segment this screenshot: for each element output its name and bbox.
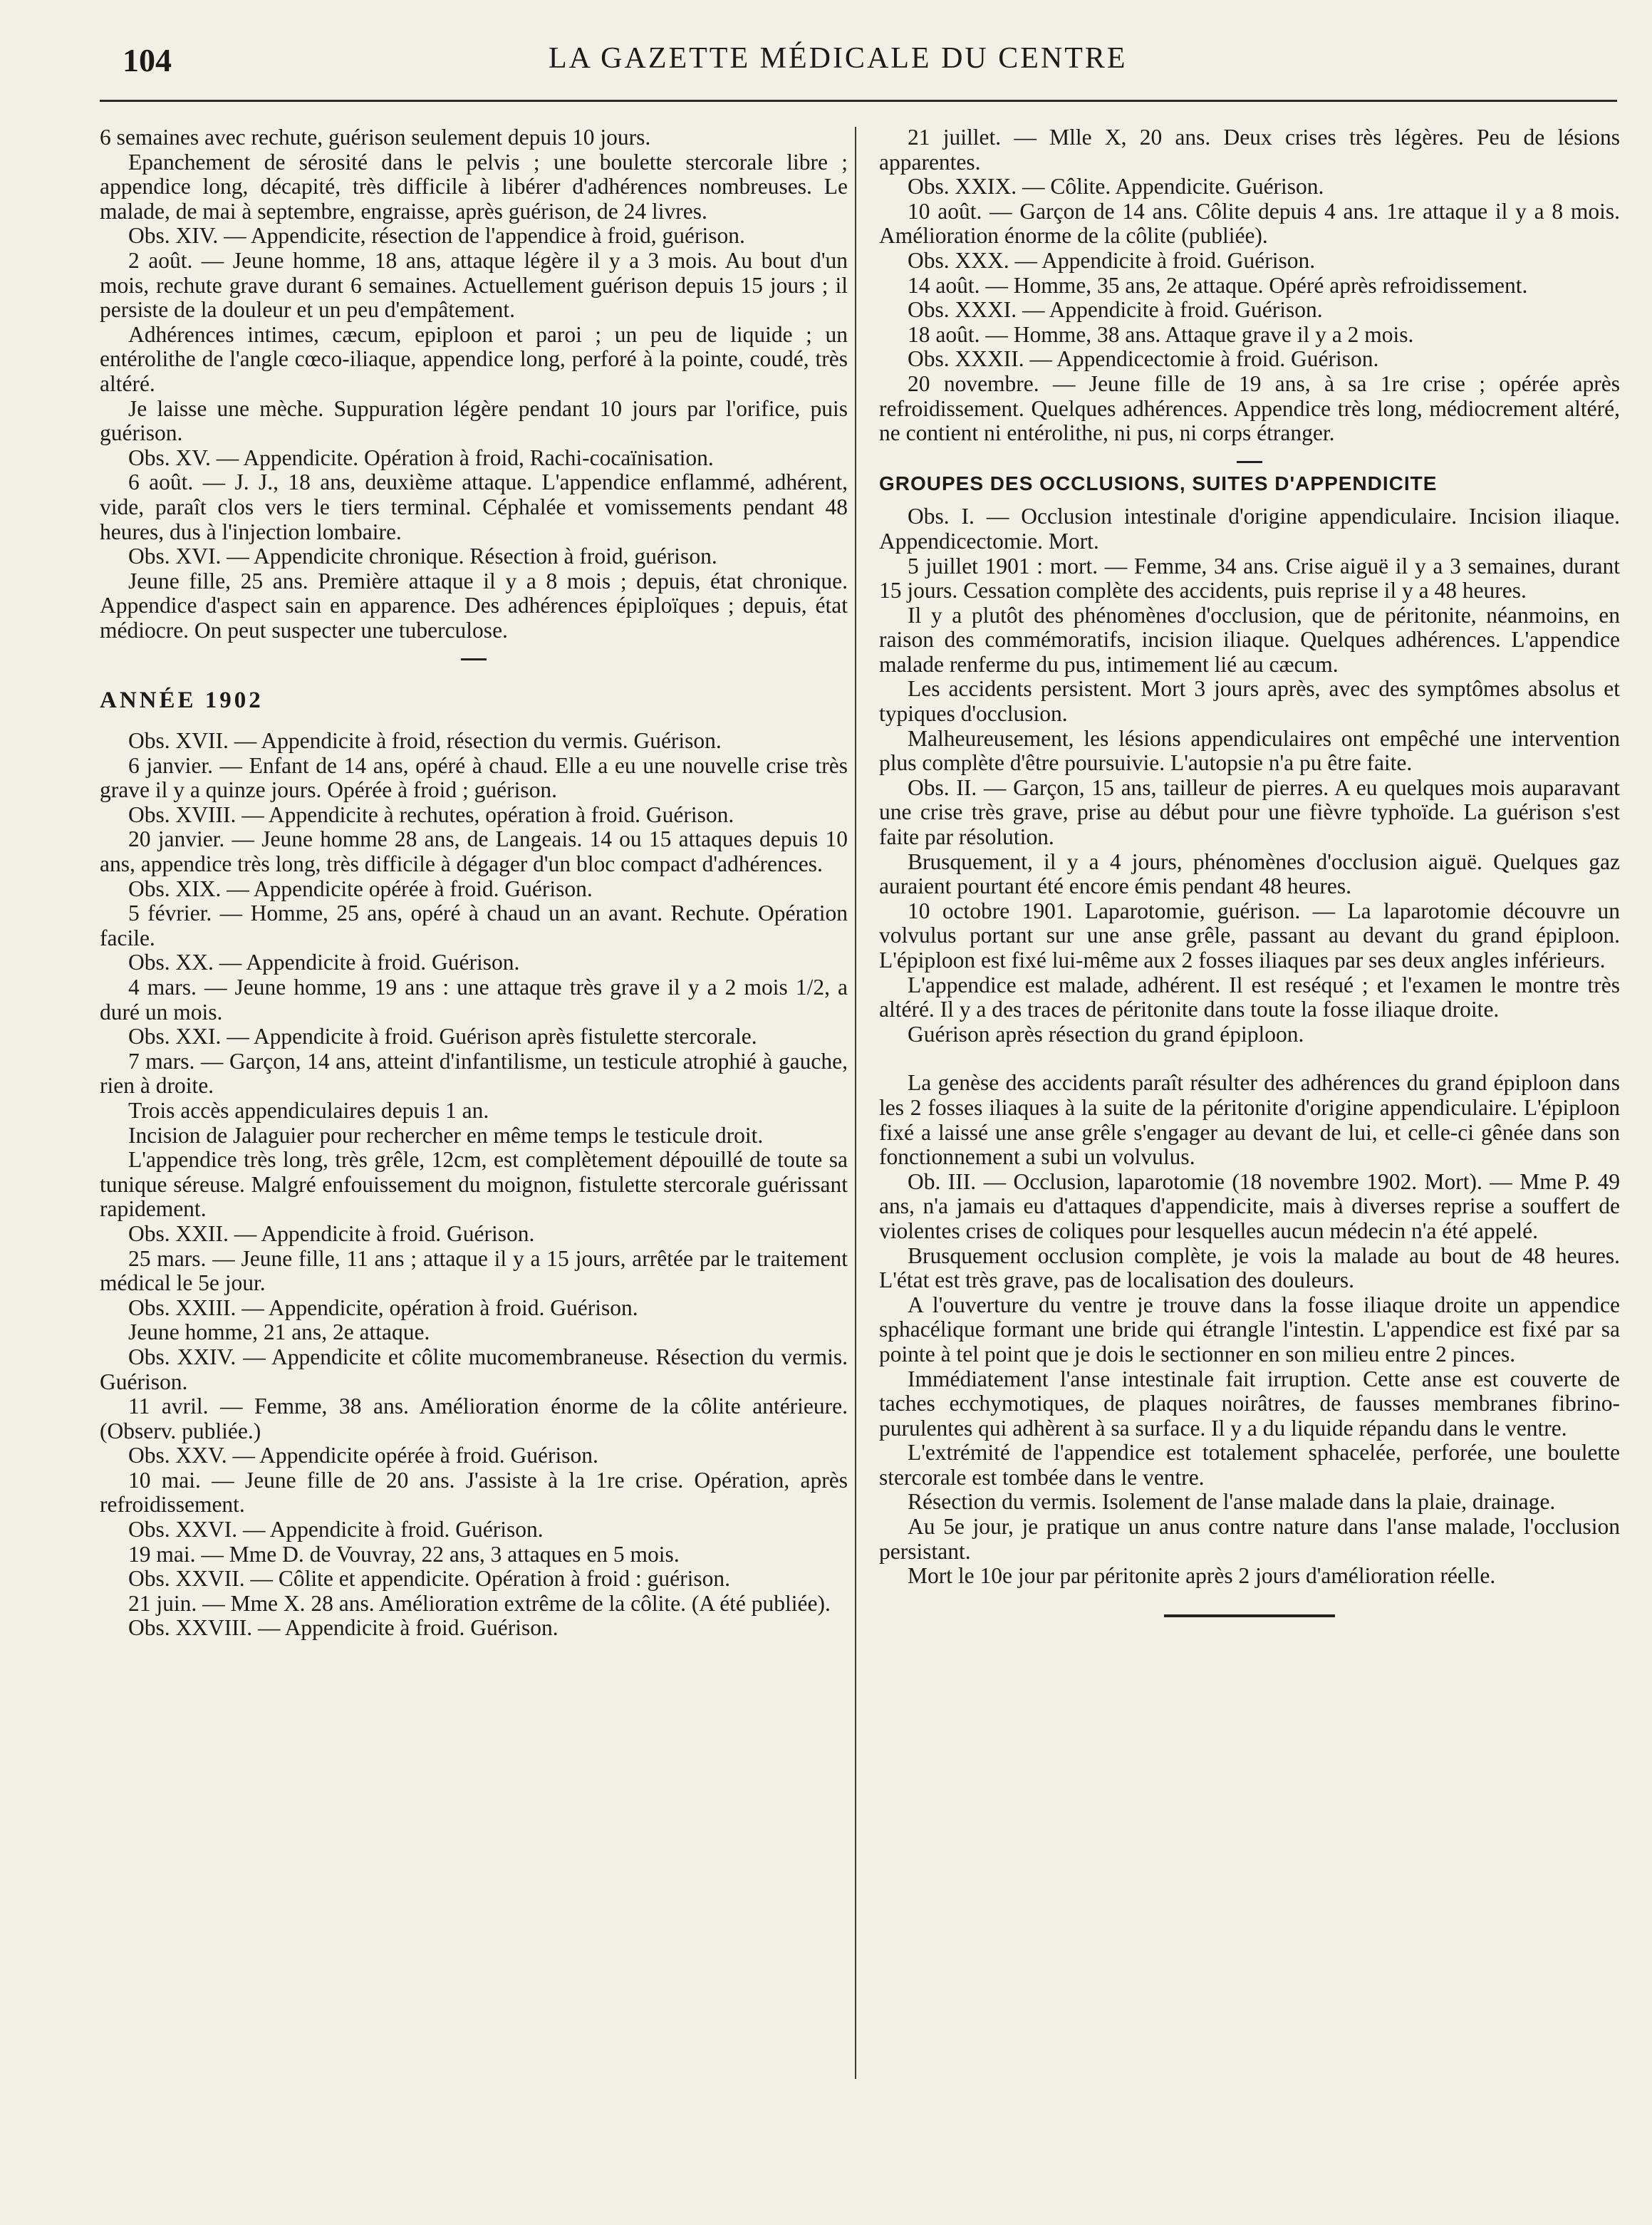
paragraph: Incision de Jalaguier pour rechercher en même temps le testicule droit. (128, 1122, 764, 1148)
spacer (879, 1047, 1620, 1071)
case-entry: 6 janvier. — Enfant de 14 ans, opéré à chaud. Elle a eu une nouvelle crise très grave il y a quinze jours. Opérée à froid ; guérison. (100, 752, 848, 803)
paragraph: Mort le 10e jour par péritonite après 2 jours d'amélioration réelle. (908, 1563, 1496, 1589)
case-entry: 14 août. — Homme, 35 ans, 2e attaque. Opéré après refroidissement. (908, 272, 1528, 298)
paragraph: Guérison après résection du grand épiploon. (908, 1021, 1304, 1047)
year-heading: ANNÉE 1902 (100, 688, 264, 714)
column-divider (855, 127, 856, 2079)
obs-heading: Obs. XXIV. — Appendicite et côlite mucomembraneuse. Résection du vermis. Guérison. (100, 1344, 848, 1394)
paragraph: Malheureusement, les lésions appendiculaires ont empêché une intervention plus complète d'être poursuivie. L'autopsie n'a pu être faite. (879, 725, 1620, 776)
obs-heading: Obs. XVIII. — Appendicite à rechutes, opération à froid. Guérison. (128, 802, 734, 827)
paragraph: L'extrémité de l'appendice est totalement sphacelée, perforée, une boulette stercorale est tombée dans le ventre. (879, 1440, 1620, 1490)
obs-heading: Obs. XVI. — Appendicite chronique. Résection à froid, guérison. (128, 544, 717, 569)
obs-heading: Ob. III. — Occlusion, laparotomie (18 novembre 1902. Mort). — Mme P. 49 ans, n'a jamais eu d'attaques d'appendicite, mais à diverses reprise a souffert de violentes crises de coliques pour lesquelles aucun médecin n'a été appelé. (879, 1168, 1620, 1243)
obs-heading: Obs. XIX. — Appendicite opérée à froid. Guérison. (128, 876, 593, 901)
paragraph: Brusquement, il y a 4 jours, phénomènes d'occlusion aiguë. Quelques gaz auraient pourtant été encore émis pendant 48 heures. (879, 849, 1620, 899)
paragraph: Il y a plutôt des phénomènes d'occlusion, que de péritonite, néanmoins, en raison des commémoratifs, incision iliaque. Quelques adhérences. L'appendice malade renferme du pus, intimement lié au cæcum. (879, 602, 1620, 677)
header-rule (100, 100, 1617, 102)
obs-heading: Obs. XV. — Appendicite. Opération à froid, Rachi-cocaïnisation. (128, 445, 714, 470)
paragraph: L'appendice très long, très grêle, 12cm, est complètement dépouillé de toute sa tunique séreuse. Malgré enfouissement du moignon, fistulette stercorale guérissant rapidement. (100, 1147, 848, 1222)
case-entry: 5 juillet 1901 : mort. — Femme, 34 ans. Crise aiguë il y a 3 semaines, durant 15 jours. Cessation complète des accidents, puis reprise il y a 48 heures. (879, 553, 1620, 603)
case-entry: 10 mai. — Jeune fille de 20 ans. J'assiste à la 1re crise. Opération, après refroidissement. (100, 1467, 848, 1518)
obs-heading: Obs. XXIX. — Côlite. Appendicite. Guérison. (908, 174, 1324, 199)
paragraph: Résection du vermis. Isolement de l'anse malade dans la plaie, drainage. (908, 1489, 1556, 1515)
obs-heading: Obs. XXVIII. — Appendicite à froid. Guérison. (128, 1615, 559, 1641)
case-entry: 20 novembre. — Jeune fille de 19 ans, à sa 1re crise ; opérée après refroidissement. Quelques adhérences. Appendice très long, médiocrement altéré, ne contient ni entérolithe, ni pus, ni corps étranger. (879, 370, 1620, 446)
right-column (879, 125, 1620, 1617)
paragraph: L'appendice est malade, adhérent. Il est reséqué ; et l'examen le montre très altéré. Il y a des traces de péritonite dans toute la fosse iliaque droite. (879, 972, 1620, 1022)
obs-heading: Obs. XXII. — Appendicite à froid. Guérison. (128, 1220, 535, 1246)
case-entry: 10 août. — Garçon de 14 ans. Côlite depuis 4 ans. 1re attaque il y a 8 mois. Amélioration énorme de la côlite (publiée). (879, 198, 1620, 249)
paragraph: Brusquement occlusion complète, je vois la malade au bout de 48 heures. L'état est très grave, pas de localisation des douleurs. (879, 1243, 1620, 1293)
obs-heading: Obs. XXXI. — Appendicite à froid. Guérison. (908, 297, 1323, 323)
obs-heading: Obs. XXVI. — Appendicite à froid. Guérison. (128, 1517, 544, 1542)
case-entry: Jeune fille, 25 ans. Première attaque il y a 8 mois ; depuis, état chronique. Appendice d'aspect sain en apparence. Des adhérences épiploïques ; depuis, état médiocre. On peut suspecter une tuberculose. (100, 568, 848, 643)
paragraph: Epanchement de sérosité dans le pelvis ; une boulette stercorale libre ; appendice long, décapité, très difficile à libérer d'adhérences nombreuses. Le malade, de mai à septembre, engraisse, après guérison, de 24 livres. (100, 149, 848, 224)
paragraph: Au 5e jour, je pratique un anus contre nature dans l'anse malade, l'occlusion persistant. (879, 1514, 1620, 1564)
case-entry: 4 mars. — Jeune homme, 19 ans : une attaque très grave il y a 2 mois 1/2, a duré un mois. (100, 975, 848, 1025)
paragraph: Immédiatement l'anse intestinale fait irruption. Cette anse est couverte de taches ecchymotiques, de plaques noirâtres, de fausses membranes fibrino-purulentes qui adhèrent à sa surface. Il y a du liquide répandu dans le ventre. (879, 1366, 1620, 1441)
case-entry: 18 août. — Homme, 38 ans. Attaque grave il y a 2 mois. (908, 321, 1414, 347)
page-number: 104 (123, 42, 172, 78)
obs-heading: Obs. II. — Garçon, 15 ans, tailleur de pierres. A eu quelques mois auparavant une crise très grave, prise au début pour une fièvre typhoïde. La guérison s'est faite par résolution. (879, 774, 1620, 850)
case-entry: 19 mai. — Mme D. de Vouvray, 22 ans, 3 attaques en 5 mois. (128, 1541, 680, 1567)
paragraph: Je laisse une mèche. Suppuration légère pendant 10 jours par l'orifice, puis guérison. (100, 395, 848, 446)
left-column (100, 125, 848, 1641)
obs-heading: Obs. XXI. — Appendicite à froid. Guérison après fistulette stercorale. (128, 1024, 757, 1049)
obs-heading: Obs. I. — Occlusion intestinale d'origine appendiculaire. Incision iliaque. Appendicectomie. Mort. (879, 504, 1620, 554)
case-entry: 25 mars. — Jeune fille, 11 ans ; attaque il y a 15 jours, arrêtée par le traitement médical le 5e jour. (100, 1245, 848, 1296)
obs-heading: Obs. XIV. — Appendicite, résection de l'appendice à froid, guérison. (128, 223, 745, 249)
obs-heading: Obs. XXXII. — Appendicectomie à froid. Guérison. (908, 346, 1379, 372)
journal-title: LA GAZETTE MÉDICALE DU CENTRE (549, 42, 1128, 75)
obs-heading: Obs. XXV. — Appendicite opérée à froid. Guérison. (128, 1443, 598, 1468)
end-rule (1164, 1614, 1335, 1617)
paragraph: A l'ouverture du ventre je trouve dans la fosse iliaque droite un appendice sphacélique formant une bride qui étrangle l'intestin. L'appendice est fixé par sa pointe à tel point que je dois le sectionner en son milieu entre 2 pinces. (879, 1292, 1620, 1366)
obs-heading: Obs. XXIII. — Appendicite, opération à froid. Guérison. (128, 1295, 638, 1320)
section-dash (879, 453, 1620, 467)
case-entry: 2 août. — Jeune homme, 18 ans, attaque légère il y a 3 mois. Au bout d'un mois, rechute grave durant 6 semaines. Actuellement guérison depuis 15 jours ; il persiste de la douleur et un peu d'empâtement. (100, 247, 848, 323)
case-entry: 21 juillet. — Mlle X, 20 ans. Deux crises très légères. Peu de lésions apparentes. (879, 125, 1620, 175)
paragraph: Les accidents persistent. Mort 3 jours après, avec des symptômes absolus et typiques d'occlusion. (879, 676, 1620, 727)
obs-heading: Obs. XXVII. — Côlite et appendicite. Opération à froid : guérison. (128, 1566, 731, 1592)
case-entry: 20 janvier. — Jeune homme 28 ans, de Langeais. 14 ou 15 attaques depuis 10 ans, appendice très long, très difficile à dégager d'un bloc compact d'adhérences. (100, 826, 848, 877)
case-entry: Jeune homme, 21 ans, 2e attaque. (128, 1319, 430, 1345)
paragraph: 6 semaines avec rechute, guérison seulement depuis 10 jours. (100, 125, 651, 150)
case-entry: 5 février. — Homme, 25 ans, opéré à chaud un an avant. Rechute. Opération facile. (100, 901, 848, 950)
case-entry: 6 août. — J. J., 18 ans, deuxième attaque. L'appendice enflammé, adhérent, vide, paraît clos vers le tiers terminal. Céphalée et vomissements pendant 48 heures, dus à l'injection lombaire. (100, 470, 848, 544)
section-dash (100, 650, 848, 664)
obs-heading: Obs. XXX. — Appendicite à froid. Guérison. (908, 247, 1316, 273)
paragraph: Adhérences intimes, cæcum, epiploon et paroi ; un peu de liquide ; un entérolithe de l'angle cœco-iliaque, appendice long, perforé à la pointe, coudé, très altéré. (100, 321, 848, 396)
obs-heading: Obs. XVII. — Appendicite à froid, résection du vermis. Guérison. (128, 728, 722, 754)
case-entry: 11 avril. — Femme, 38 ans. Amélioration énorme de la côlite antérieure. (Observ. publiée.) (100, 1394, 848, 1443)
paragraph: Trois accès appendiculaires depuis 1 an. (128, 1097, 489, 1123)
case-entry: 10 octobre 1901. Laparotomie, guérison. — La laparotomie découvre un volvulus portant sur une anse grêle, passant au devant du grand épiploon. L'épiploon est fixé lui-même aux 2 fosses iliaques par ses deux angles inférieurs. (879, 898, 1620, 973)
section-heading: GROUPES DES OCCLUSIONS, SUITES D'APPENDICITE (879, 472, 1438, 494)
case-entry: 7 mars. — Garçon, 14 ans, atteint d'infantilisme, un testicule atrophié à gauche, rien à droite. (100, 1048, 848, 1099)
obs-heading: Obs. XX. — Appendicite à froid. Guérison. (128, 950, 520, 975)
case-entry: 21 juin. — Mme X. 28 ans. Amélioration extrême de la côlite. (A été publiée). (128, 1590, 831, 1616)
paragraph: La genèse des accidents paraît résulter des adhérences du grand épiploon dans les 2 fosses iliaques à la suite de la péritonite d'origine appendiculaire. L'épiploon fixé a laissé une anse grêle s'engager au devant de lui, et celle-ci gênée dans son fonctionnement a subi un volvulus. (879, 1070, 1620, 1170)
